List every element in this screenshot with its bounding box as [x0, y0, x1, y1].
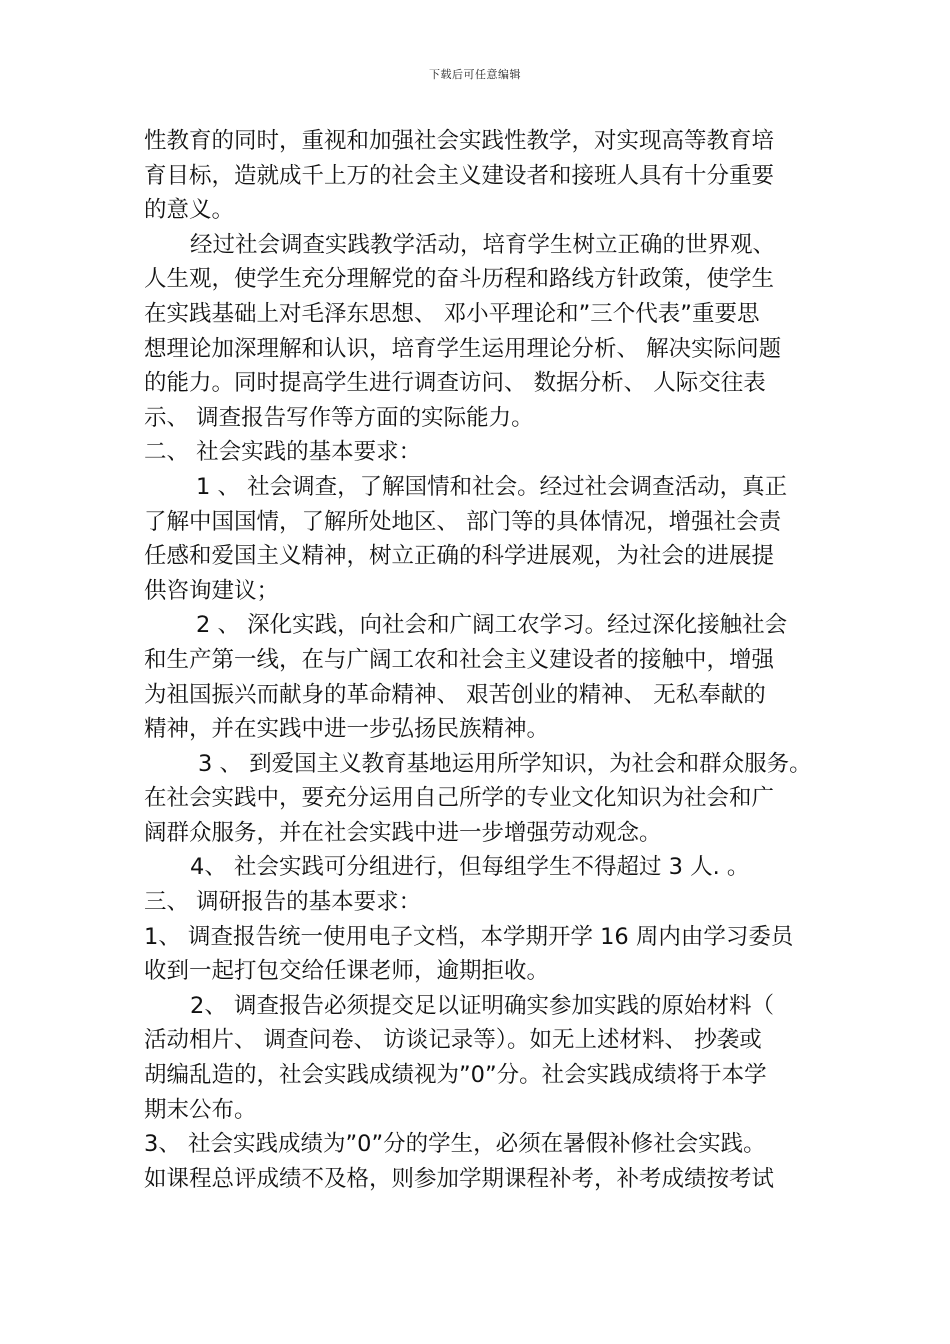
text-line: 经过社会调查实践教学活动，培育学生树立正确的世界观、	[190, 231, 776, 258]
text-line: 想理论加深理解和认识，培育学生运用理论分析、 解决实际问题	[144, 335, 782, 362]
text-line: 胡编乱造的，社会实践成绩视为”0”分。社会实践成绩将于本学	[144, 1062, 767, 1089]
text-line: 供咨询建议；	[144, 577, 280, 604]
text-line: 阔群众服务，并在社会实践中进一步增强劳动观念。	[144, 819, 662, 846]
text-line: 人生观，使学生充分理解党的奋斗历程和路线方针政策，使学生	[144, 266, 775, 293]
text-line: 4、 社会实践可分组进行，但每组学生不得超过 3 人. 。	[190, 854, 750, 881]
document-body	[144, 124, 844, 1196]
text-line: 收到一起打包交给任课老师，逾期拒收。	[144, 958, 550, 985]
text-line: 的能力。同时提高学生进行调查访问、 数据分析、 人际交往表	[144, 370, 766, 397]
text-line: 在社会实践中，要充分运用自己所学的专业文化知识为社会和广	[144, 785, 775, 812]
page-header: 下载后可任意编辑	[429, 68, 521, 81]
text-line: 3、 社会实践成绩为”0”分的学生，必须在暑假补修社会实践。	[144, 1131, 766, 1158]
text-line: 为祖国振兴而献身的革命精神、 艰苦创业的精神、 无私奉献的	[144, 681, 766, 708]
text-line: 1 、 社会调查，了解国情和社会。经过社会调查活动，真正	[196, 473, 788, 500]
text-line: 精神，并在实践中进一步弘扬民族精神。	[144, 716, 550, 743]
text-line: 了解中国国情，了解所处地区、 部门等的具体情况，增强社会责	[144, 508, 782, 535]
text-line: 3 、 到爱国主义教育基地运用所学知识，为社会和群众服务。	[198, 750, 812, 777]
text-line: 二、 社会实践的基本要求：	[144, 439, 422, 466]
text-line: 1、 调查报告统一使用电子文档，本学期开学 16 周内由学习委员	[144, 923, 794, 950]
text-line: 育目标，造就成千上万的社会主义建设者和接班人具有十分重要	[144, 162, 775, 189]
text-line: 的意义。	[144, 197, 235, 224]
text-line: 活动相片、 调查问卷、 访谈记录等）。如无上述材料、 抄袭或	[144, 1027, 762, 1054]
text-line: 和生产第一线，在与广阔工农和社会主义建设者的接触中，增强	[144, 646, 775, 673]
text-line: 性教育的同时，重视和加强社会实践性教学，对实现高等教育培	[144, 128, 775, 154]
text-line: 任感和爱国主义精神，树立正确的科学进展观，为社会的进展提	[144, 543, 775, 570]
text-line: 期末公布。	[144, 1096, 257, 1123]
text-line: 2 、 深化实践，向社会和广阔工农学习。经过深化接触社会	[196, 612, 788, 639]
text-line: 在实践基础上对毛泽东思想、 邓小平理论和”三个代表”重要思	[144, 300, 760, 327]
text-line: 三、 调研报告的基本要求：	[144, 889, 422, 916]
text-line: 示、 调查报告写作等方面的实际能力。	[144, 404, 534, 431]
text-line: 2、 调查报告必须提交足以证明确实参加实践的原始材料（	[190, 992, 774, 1019]
text-line: 如课程总评成绩不及格，则参加学期课程补考，补考成绩按考试	[144, 1165, 775, 1192]
